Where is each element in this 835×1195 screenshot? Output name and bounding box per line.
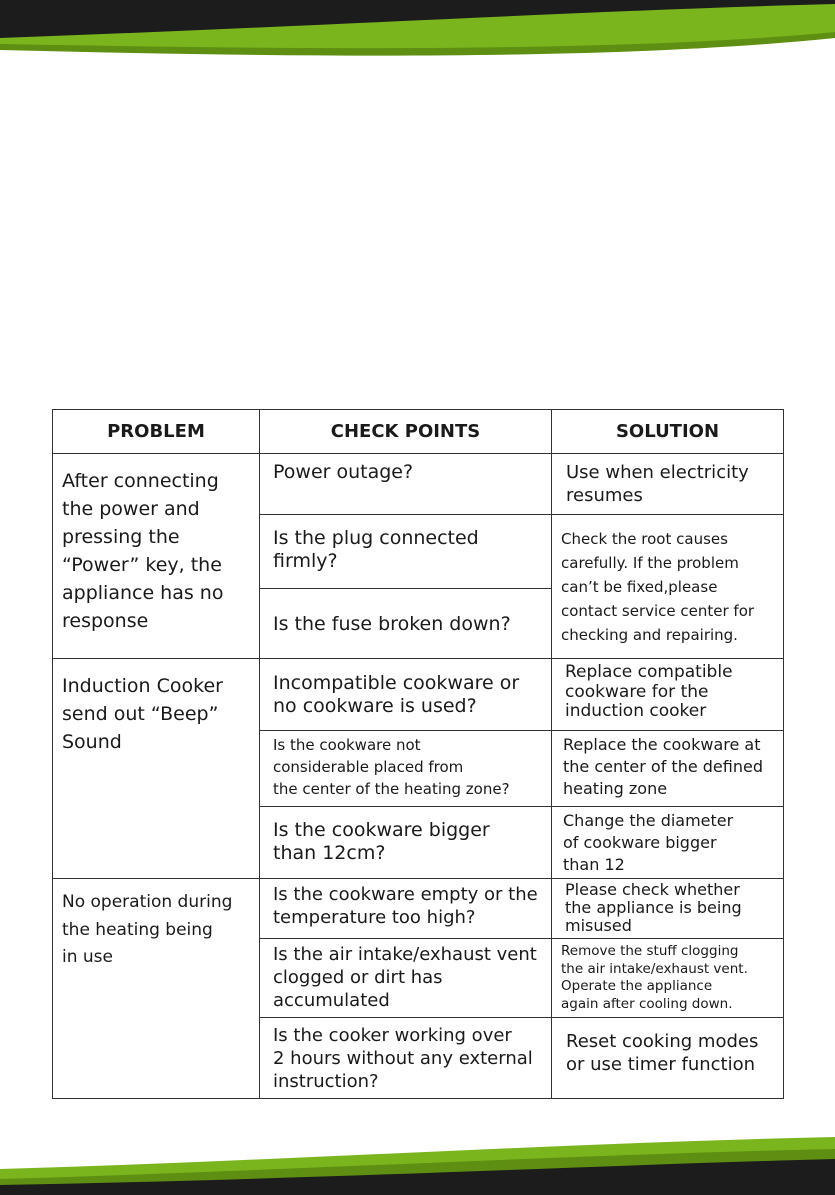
check-cell bbox=[260, 454, 552, 515]
solution-cell bbox=[552, 659, 784, 731]
problem-cell bbox=[53, 879, 260, 1099]
solution-text: Reset cooking modes or use timer function bbox=[566, 1031, 759, 1075]
check-text: Incompatible cookware or no cookware is used? bbox=[273, 672, 520, 717]
header-solution: SOLUTION bbox=[552, 410, 784, 454]
troubleshooting-table bbox=[52, 409, 784, 1099]
table-row bbox=[53, 659, 784, 731]
solution-text: Check the root causes carefully. If the problem can’t be fixed,please contact service center for checking and repairing. bbox=[561, 530, 755, 644]
check-text: Is the cookware empty or the temperature too high? bbox=[273, 884, 538, 928]
solution-text: Change the diameter of cookware bigger than 12 bbox=[563, 811, 734, 874]
check-cell bbox=[260, 1018, 552, 1099]
check-text: Is the plug connected firmly? bbox=[273, 527, 479, 572]
solution-cell bbox=[552, 879, 784, 939]
check-text: Power outage? bbox=[273, 461, 414, 483]
solution-cell bbox=[552, 1018, 784, 1099]
problem-cell bbox=[53, 659, 260, 879]
check-cell bbox=[260, 659, 552, 731]
check-text: Is the air intake/exhaust vent clogged or dirt has accumulated bbox=[273, 944, 537, 1011]
solution-text: Remove the stuff clogging the air intake/exhaust vent. Operate the appliance again after cooling down. bbox=[561, 943, 748, 1012]
solution-cell bbox=[552, 807, 784, 879]
check-cell bbox=[260, 879, 552, 939]
problem-cell bbox=[53, 454, 260, 659]
problem-text: Induction Cooker send out “Beep” Sound bbox=[62, 675, 223, 753]
solution-cell bbox=[552, 515, 784, 659]
check-cell bbox=[260, 939, 552, 1018]
bottom-decorative-banner bbox=[0, 1135, 835, 1195]
solution-cell bbox=[552, 454, 784, 515]
solution-cell bbox=[552, 939, 784, 1018]
check-cell bbox=[260, 515, 552, 589]
table-row bbox=[53, 879, 784, 939]
solution-text: Replace compatible cookware for the induction cooker bbox=[565, 662, 733, 721]
solution-text: Replace the cookware at the center of the defined heating zone bbox=[563, 735, 763, 798]
check-text: Is the cookware not considerable placed from the center of the heating zone? bbox=[273, 736, 510, 798]
header-problem: PROBLEM bbox=[53, 410, 260, 454]
check-cell bbox=[260, 731, 552, 807]
problem-text: After connecting the power and pressing the “Power” key, the appliance has no response bbox=[62, 470, 224, 632]
solution-cell bbox=[552, 731, 784, 807]
header-check-points: CHECK POINTS bbox=[260, 410, 552, 454]
check-text: Is the cooker working over 2 hours without any external instruction? bbox=[273, 1025, 533, 1092]
solution-text: Please check whether the appliance is being misused bbox=[565, 880, 742, 935]
table-row bbox=[53, 454, 784, 515]
problem-text: No operation during the heating being in use bbox=[62, 892, 233, 967]
check-cell bbox=[260, 807, 552, 879]
table-header-row bbox=[53, 410, 784, 454]
check-text: Is the fuse broken down? bbox=[273, 613, 511, 635]
check-text: Is the cookware bigger than 12cm? bbox=[273, 819, 490, 864]
check-cell bbox=[260, 589, 552, 659]
top-decorative-banner bbox=[0, 0, 835, 60]
solution-text: Use when electricity resumes bbox=[566, 462, 749, 506]
